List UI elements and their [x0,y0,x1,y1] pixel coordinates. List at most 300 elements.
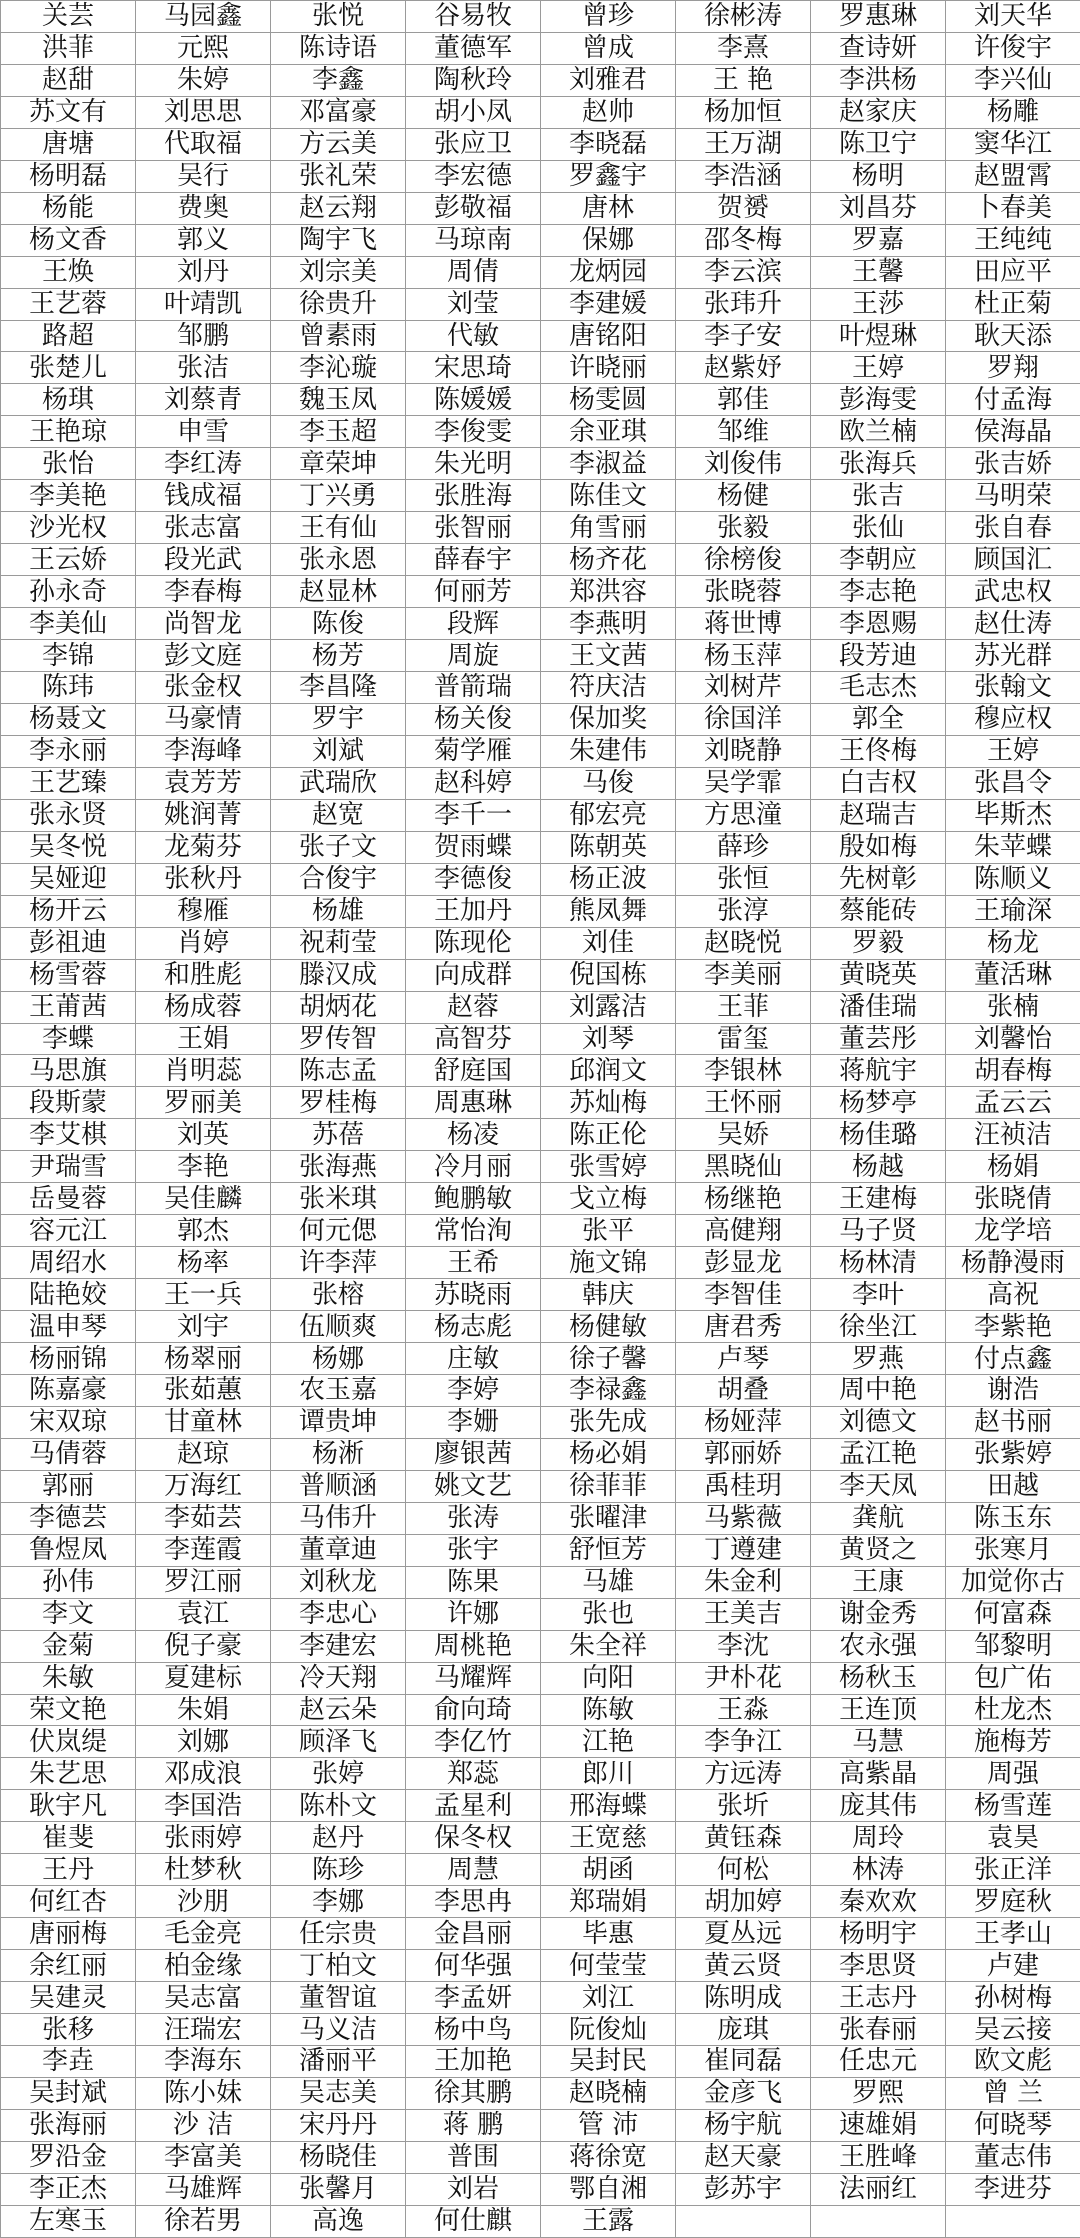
name-cell: 蒋航宇 [811,1055,946,1087]
name-cell: 郎川 [541,1758,676,1790]
name-cell: 张恒 [676,863,811,895]
name-cell: 王加丹 [406,895,541,927]
name-cell: 丁遵建 [676,1534,811,1566]
name-cell: 蒋徐宽 [541,2141,676,2173]
name-cell: 李叶 [811,1279,946,1311]
name-cell: 袁江 [136,1598,271,1630]
name-cell: 何莹莹 [541,1950,676,1982]
name-cell: 刘馨怡 [946,1023,1080,1055]
name-cell: 王艳琼 [1,416,136,448]
name-cell: 苏文有 [1,96,136,128]
table-row [1,1726,1080,1758]
name-cell: 张志富 [136,512,271,544]
name-cell: 李锦 [1,640,136,672]
name-cell: 普箭瑞 [406,672,541,704]
name-cell: 角雪丽 [541,512,676,544]
name-cell: 邓富豪 [271,96,406,128]
name-cell: 吴学霏 [676,767,811,799]
name-cell: 赵丹 [271,1822,406,1854]
name-cell: 庞琪 [676,2014,811,2046]
name-cell: 舒庭国 [406,1055,541,1087]
name-cell: 徐榜俊 [676,544,811,576]
name-cell: 余红丽 [1,1950,136,1982]
table-row [1,64,1080,96]
name-cell: 李德俊 [406,863,541,895]
table-row [1,1694,1080,1726]
table-row [1,735,1080,767]
name-cell: 刘英 [136,1119,271,1151]
name-cell: 管 沛 [541,2109,676,2141]
name-cell: 李娜 [271,1886,406,1918]
name-cell: 王莆茜 [1,991,136,1023]
name-cell: 陶秋玲 [406,64,541,96]
name-cell: 王纯纯 [946,224,1080,256]
name-cell: 杨加恒 [676,96,811,128]
name-cell: 罗翔 [946,352,1080,384]
name-cell: 林涛 [811,1854,946,1886]
table-row [1,160,1080,192]
name-cell: 王万湖 [676,128,811,160]
name-cell: 何仕麒 [406,2205,541,2237]
name-cell: 何元偲 [271,1215,406,1247]
name-cell: 朱建伟 [541,735,676,767]
name-cell: 徐彬涛 [676,1,811,33]
name-cell: 陈玉东 [946,1502,1080,1534]
table-row [1,1279,1080,1311]
name-cell: 章荣坤 [271,448,406,480]
name-cell: 王焕 [1,256,136,288]
name-cell: 李蝶 [1,1023,136,1055]
name-cell: 吴冬悦 [1,831,136,863]
name-cell: 汪瑞宏 [136,2014,271,2046]
name-cell: 高健翔 [676,1215,811,1247]
name-cell: 张淳 [676,895,811,927]
name-cell: 郭杰 [136,1215,271,1247]
name-cell: 窦华江 [946,128,1080,160]
name-cell: 耿宇凡 [1,1790,136,1822]
name-cell: 左寒玉 [1,2205,136,2237]
name-cell: 张吉娇 [946,448,1080,480]
name-cell: 龙菊芬 [136,831,271,863]
name-cell: 刘树芹 [676,672,811,704]
name-cell: 杨雪蓉 [1,959,136,991]
table-row [1,1311,1080,1343]
name-cell: 任宗贵 [271,1918,406,1950]
name-cell: 蔡能砖 [811,895,946,927]
name-cell: 刘蔡青 [136,384,271,416]
name-cell: 郭全 [811,703,946,735]
name-cell: 丁柏文 [271,1950,406,1982]
name-cell: 郭丽娇 [676,1438,811,1470]
name-cell: 李永丽 [1,735,136,767]
table-row [1,1247,1080,1279]
name-cell: 朱苹蝶 [946,831,1080,863]
name-cell: 孙树梅 [946,1982,1080,2014]
name-cell: 张米琪 [271,1183,406,1215]
name-cell: 金菊 [1,1630,136,1662]
name-cell: 施梅芳 [946,1726,1080,1758]
name-cell: 谭贵坤 [271,1406,406,1438]
name-cell: 罗鑫宇 [541,160,676,192]
name-cell: 合俊宇 [271,863,406,895]
name-cell: 徐其鹏 [406,2077,541,2109]
name-cell: 朱婷 [136,64,271,96]
name-cell: 邓成浪 [136,1758,271,1790]
name-cell: 李海峰 [136,735,271,767]
name-cell: 潘丽平 [271,2046,406,2078]
name-cell: 郭丽 [1,1470,136,1502]
name-cell: 彭文庭 [136,640,271,672]
name-cell: 朱全祥 [541,1630,676,1662]
name-cell: 李鑫 [271,64,406,96]
name-cell: 李思冉 [406,1886,541,1918]
name-cell: 路超 [1,320,136,352]
name-cell: 方远涛 [676,1758,811,1790]
name-cell: 赵书丽 [946,1406,1080,1438]
name-cell: 李美仙 [1,608,136,640]
name-cell: 张海丽 [1,2109,136,2141]
name-cell: 赵科婷 [406,767,541,799]
name-cell: 曾成 [541,32,676,64]
name-cell: 马明荣 [946,480,1080,512]
name-cell: 保加奖 [541,703,676,735]
name-cell: 李玉超 [271,416,406,448]
name-cell: 孟云云 [946,1087,1080,1119]
name-cell: 杨文香 [1,224,136,256]
table-row [1,1438,1080,1470]
table-row [1,2014,1080,2046]
name-cell: 陈媛媛 [406,384,541,416]
name-cell: 元熙 [136,32,271,64]
name-cell: 包广佑 [946,1662,1080,1694]
name-table-body [1,1,1080,2238]
name-cell: 吴封民 [541,2046,676,2078]
name-cell: 岳曼蓉 [1,1183,136,1215]
name-cell: 吴志美 [271,2077,406,2109]
table-row [1,1470,1080,1502]
name-cell: 穆雁 [136,895,271,927]
name-cell [811,2205,946,2237]
name-cell: 毛志杰 [811,672,946,704]
name-cell: 彭海雯 [811,384,946,416]
name-cell: 农玉嘉 [271,1374,406,1406]
name-cell: 杨关俊 [406,703,541,735]
name-cell: 陈珍 [271,1854,406,1886]
name-cell: 李正杰 [1,2173,136,2205]
table-row [1,416,1080,448]
name-cell: 张婷 [271,1758,406,1790]
name-cell: 李志艳 [811,576,946,608]
name-cell: 刘天华 [946,1,1080,33]
name-cell: 张礼荣 [271,160,406,192]
name-cell: 张昌令 [946,767,1080,799]
name-cell: 舒恒芳 [541,1534,676,1566]
table-row [1,1502,1080,1534]
name-cell: 赵云朵 [271,1694,406,1726]
name-cell: 杨越 [811,1151,946,1183]
name-cell: 李淑益 [541,448,676,480]
name-cell: 李朝应 [811,544,946,576]
table-row [1,831,1080,863]
name-cell: 许晓丽 [541,352,676,384]
name-cell: 陶宇飞 [271,224,406,256]
name-cell: 唐丽梅 [1,1918,136,1950]
name-cell: 杨健敏 [541,1311,676,1343]
name-cell: 李茹芸 [136,1502,271,1534]
name-cell: 李天凤 [811,1470,946,1502]
name-cell: 邵冬梅 [676,224,811,256]
name-cell: 刘雅君 [541,64,676,96]
name-cell: 刘岩 [406,2173,541,2205]
name-cell: 施文锦 [541,1247,676,1279]
name-cell: 贺赟 [676,192,811,224]
name-cell: 许俊宇 [946,32,1080,64]
name-cell: 陈小妹 [136,2077,271,2109]
name-cell: 张秋丹 [136,863,271,895]
name-cell: 杨明 [811,160,946,192]
table-row [1,1598,1080,1630]
name-cell: 魏玉凤 [271,384,406,416]
table-row [1,1630,1080,1662]
name-cell: 田越 [946,1470,1080,1502]
name-cell: 张翰文 [946,672,1080,704]
name-cell: 罗江丽 [136,1566,271,1598]
name-cell: 何晓琴 [946,2109,1080,2141]
name-cell: 杨琪 [1,384,136,416]
name-cell: 和胜彪 [136,959,271,991]
name-cell: 王淼 [676,1694,811,1726]
name-cell: 张智丽 [406,512,541,544]
table-row [1,1534,1080,1566]
name-cell: 李千一 [406,799,541,831]
name-cell: 邱润文 [541,1055,676,1087]
name-cell: 李孟妍 [406,1982,541,2014]
name-cell: 刘俊伟 [676,448,811,480]
name-cell: 袁昊 [946,1822,1080,1854]
name-cell: 熊凤舞 [541,895,676,927]
name-cell: 杨雄 [271,895,406,927]
name-cell: 伍顺爽 [271,1311,406,1343]
name-cell: 邢海蝶 [541,1790,676,1822]
name-cell: 杨志彪 [406,1311,541,1343]
name-cell: 俞向琦 [406,1694,541,1726]
name-cell: 杨中鸟 [406,2014,541,2046]
table-row [1,1119,1080,1151]
name-cell: 徐坐江 [811,1311,946,1343]
name-cell: 杨明宇 [811,1918,946,1950]
name-cell: 段斯蒙 [1,1087,136,1119]
name-cell: 杨林清 [811,1247,946,1279]
name-cell: 刘江 [541,1982,676,2014]
name-cell: 苏光群 [946,640,1080,672]
name-cell: 王瑜深 [946,895,1080,927]
name-cell: 王志丹 [811,1982,946,2014]
name-cell: 冷月丽 [406,1151,541,1183]
name-cell: 向阳 [541,1662,676,1694]
name-cell: 张移 [1,2014,136,2046]
name-cell: 李紫艳 [946,1311,1080,1343]
name-cell: 杜龙杰 [946,1694,1080,1726]
table-row [1,863,1080,895]
name-cell: 马思旗 [1,1055,136,1087]
name-cell: 代敏 [406,320,541,352]
name-cell: 符庆洁 [541,672,676,704]
name-cell: 周桃艳 [406,1630,541,1662]
name-cell: 李子安 [676,320,811,352]
name-cell: 温申琴 [1,1311,136,1343]
name-cell: 费奥 [136,192,271,224]
name-cell: 王露 [541,2205,676,2237]
name-cell: 沙光权 [1,512,136,544]
table-row [1,224,1080,256]
table-row [1,480,1080,512]
name-cell: 李美丽 [676,959,811,991]
name-cell: 李云滨 [676,256,811,288]
name-cell: 夏丛远 [676,1918,811,1950]
name-cell: 唐林 [541,192,676,224]
name-cell: 李德芸 [1,1502,136,1534]
table-row [1,1854,1080,1886]
name-cell: 李海东 [136,2046,271,2078]
table-row [1,1343,1080,1375]
name-cell: 赵天豪 [676,2141,811,2173]
name-cell: 张海兵 [811,448,946,480]
name-cell: 杨明磊 [1,160,136,192]
name-cell: 王有仙 [271,512,406,544]
name-cell: 张馨月 [271,2173,406,2205]
name-cell: 唐君秀 [676,1311,811,1343]
table-row [1,1087,1080,1119]
name-cell: 陈诗语 [271,32,406,64]
name-cell: 张宇 [406,1534,541,1566]
name-cell: 欧兰楠 [811,416,946,448]
name-cell: 徐子馨 [541,1343,676,1375]
name-cell: 速雄娟 [811,2109,946,2141]
table-row [1,640,1080,672]
name-cell: 赵紫妤 [676,352,811,384]
name-cell: 何丽芳 [406,576,541,608]
name-cell: 李禄鑫 [541,1374,676,1406]
name-cell: 何富森 [946,1598,1080,1630]
name-cell: 杨淅 [271,1438,406,1470]
name-cell: 王丹 [1,1854,136,1886]
name-cell: 伏岚缇 [1,1726,136,1758]
name-cell: 李进芬 [946,2173,1080,2205]
table-row [1,288,1080,320]
name-cell: 胡叠 [676,1374,811,1406]
name-cell: 江艳 [541,1726,676,1758]
table-row [1,608,1080,640]
name-cell: 王建梅 [811,1183,946,1215]
name-cell: 段芳迪 [811,640,946,672]
name-cell: 杨继艳 [676,1183,811,1215]
name-cell: 罗嘉 [811,224,946,256]
name-cell: 赵琼 [136,1438,271,1470]
name-cell: 李国浩 [136,1790,271,1822]
name-cell: 王菲 [676,991,811,1023]
name-cell: 张永恩 [271,544,406,576]
name-cell: 滕汉成 [271,959,406,991]
name-cell: 王美吉 [676,1598,811,1630]
name-cell: 董志伟 [946,2141,1080,2173]
name-cell: 容元江 [1,1215,136,1247]
name-cell: 龚航 [811,1502,946,1534]
name-cell: 宋思琦 [406,352,541,384]
name-cell: 杨娟 [946,1151,1080,1183]
name-cell: 张正洋 [946,1854,1080,1886]
name-cell: 朱娟 [136,1694,271,1726]
name-cell: 刘丹 [136,256,271,288]
name-cell: 马园鑫 [136,1,271,33]
name-cell: 宋丹丹 [271,2109,406,2141]
name-cell: 陈朝英 [541,831,676,863]
name-cell: 赵帅 [541,96,676,128]
name-cell: 黑晓仙 [676,1151,811,1183]
name-cell: 高紫晶 [811,1758,946,1790]
name-cell: 李建宏 [271,1630,406,1662]
name-cell: 张晓蓉 [676,576,811,608]
table-row [1,1918,1080,1950]
name-cell: 关芸 [1,1,136,33]
name-cell: 张金权 [136,672,271,704]
name-cell: 马耀辉 [406,1662,541,1694]
name-cell: 毛金亮 [136,1918,271,1950]
name-cell: 杨雯圆 [541,384,676,416]
name-cell: 马紫薇 [676,1502,811,1534]
name-cell: 王孝山 [946,1918,1080,1950]
name-cell: 周惠琳 [406,1087,541,1119]
name-cell: 罗燕 [811,1343,946,1375]
name-cell: 王莎 [811,288,946,320]
name-cell: 杨凌 [406,1119,541,1151]
name-cell: 任忠元 [811,2046,946,2078]
name-cell: 马雄辉 [136,2173,271,2205]
name-cell: 叶煜琳 [811,320,946,352]
name-cell: 刘晓静 [676,735,811,767]
name-cell: 申雪 [136,416,271,448]
name-cell: 邹维 [676,416,811,448]
name-cell: 武瑞欣 [271,767,406,799]
name-cell: 李燕明 [541,608,676,640]
name-cell: 许娜 [406,1598,541,1630]
name-cell: 薛珍 [676,831,811,863]
name-cell: 叶靖凯 [136,288,271,320]
name-cell: 李熹 [676,32,811,64]
name-cell: 陆艳姣 [1,1279,136,1311]
name-cell: 罗丽美 [136,1087,271,1119]
name-cell: 朱金利 [676,1566,811,1598]
name-cell: 杨宇航 [676,2109,811,2141]
name-cell: 姚润菁 [136,799,271,831]
name-cell: 刘秋龙 [271,1566,406,1598]
name-cell: 陈志孟 [271,1055,406,1087]
name-cell: 廖银茜 [406,1438,541,1470]
name-cell: 张自春 [946,512,1080,544]
name-cell: 尚智龙 [136,608,271,640]
name-cell: 周慧 [406,1854,541,1886]
name-cell: 彭祖迪 [1,927,136,959]
name-cell: 付孟海 [946,384,1080,416]
name-cell: 赵甜 [1,64,136,96]
name-cell: 杨雕 [946,96,1080,128]
table-row [1,384,1080,416]
name-cell: 龙学培 [946,1215,1080,1247]
name-cell: 卢建 [946,1950,1080,1982]
name-cell: 刘德文 [811,1406,946,1438]
name-cell: 陈现伦 [406,927,541,959]
name-cell: 李银林 [676,1055,811,1087]
name-cell: 刘宇 [136,1311,271,1343]
